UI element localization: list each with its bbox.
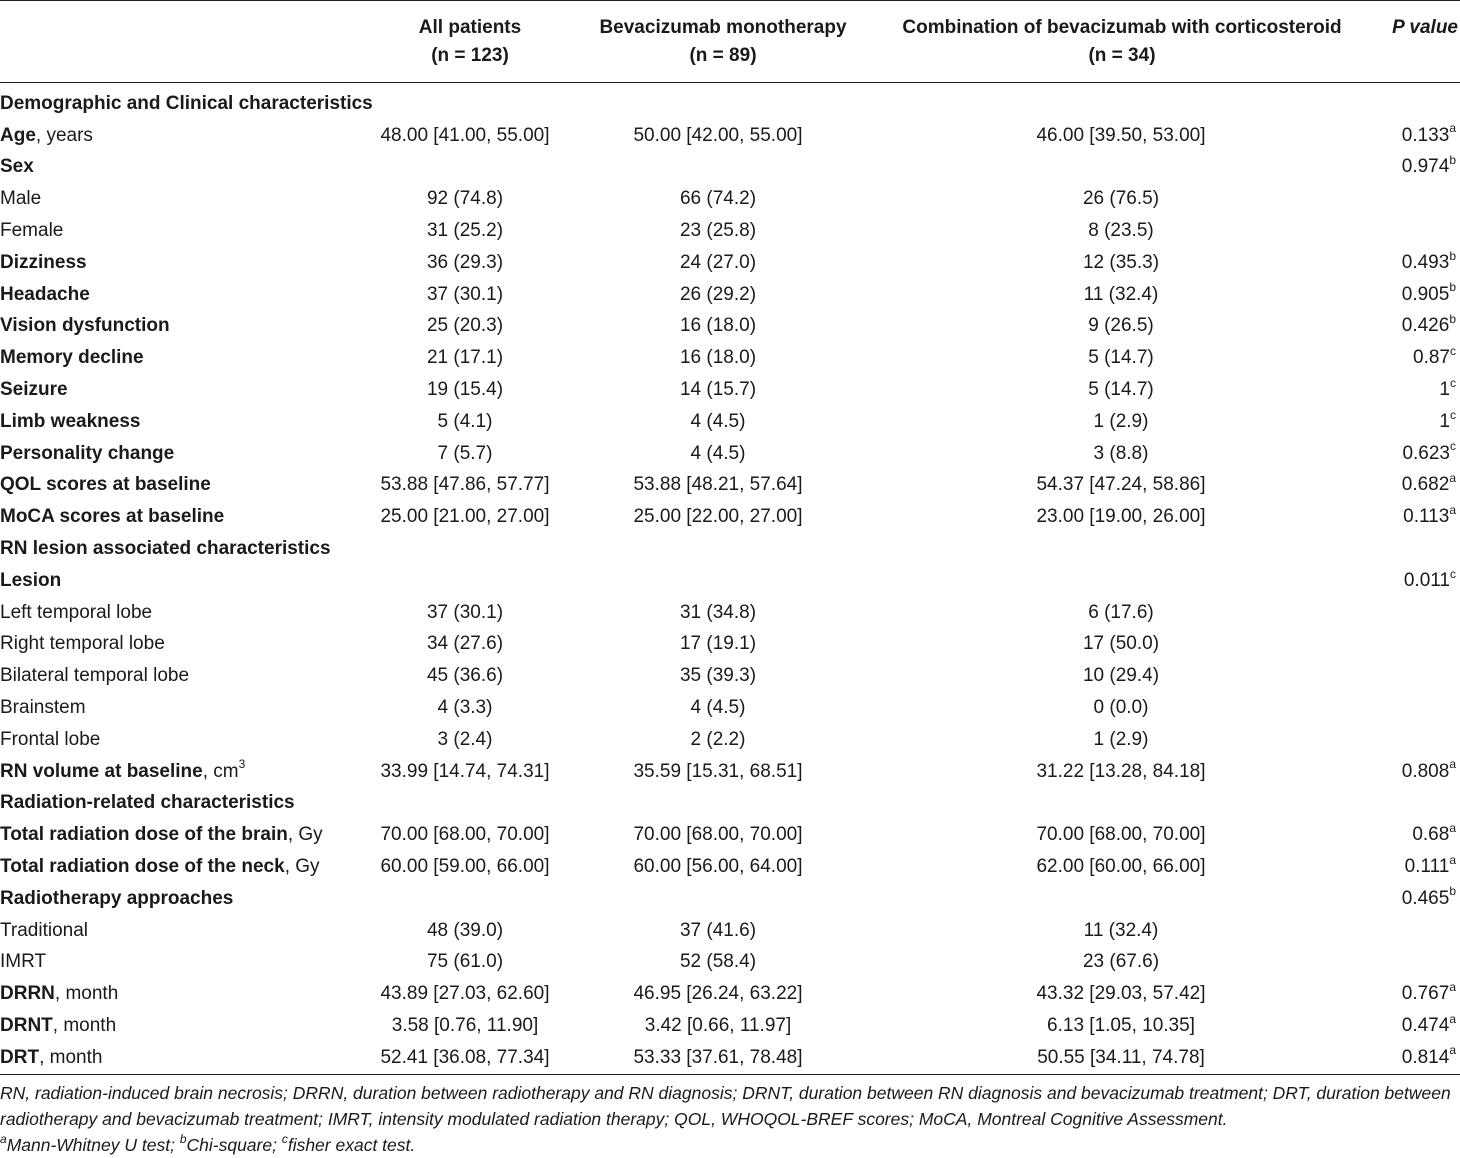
row-label (0, 533, 360, 565)
row-unit: , cm (202, 760, 239, 782)
footnote-test-text: Chi-square; (186, 1135, 282, 1155)
row-label-text: Sex (0, 156, 34, 178)
row-label (0, 629, 360, 661)
cell-p-value (1376, 724, 1460, 756)
cell-all-patients: 7 (5.7) (437, 442, 493, 464)
cell-monotherapy: 31 (34.8) (679, 601, 757, 623)
cell-monotherapy: 53.33 [37.61, 78.48] (633, 1046, 803, 1068)
cell-p-value (1376, 947, 1460, 979)
cell-combination: 3 (8.8) (1093, 442, 1149, 464)
cell-monotherapy (570, 88, 866, 120)
cell-p-value (1376, 883, 1460, 915)
p-value-text: 0.465 (1401, 887, 1450, 909)
cell-all-patients: 37 (30.1) (426, 283, 504, 305)
row-label-text: Personality change (0, 442, 175, 464)
row-unit: , Gy (287, 824, 323, 846)
row-label (0, 311, 360, 343)
p-value-superscript: a (1449, 757, 1456, 772)
cell-p-value (1376, 374, 1460, 406)
cell-combination: 5 (14.7) (1088, 347, 1154, 369)
cell-combination: 62.00 [60.00, 66.00] (1036, 856, 1206, 878)
p-value-text: 1 (1439, 410, 1450, 432)
header-all-patients (340, 14, 600, 70)
row-label (0, 851, 360, 883)
p-value-superscript: a (1449, 979, 1456, 994)
cell-all-patients (360, 883, 570, 915)
row-label-text: Female (0, 220, 64, 242)
footnote-abbreviations: RN, radiation-induced brain necrosis; DRRN, duration between radiotherapy and RN diagnosis; DRNT, duration between RN diagnosis and bevacizumab treatment; DRT, duration between radiotherapy and bevacizumab treatment; IMRT, intensity modulated radiation therapy; QOL, WHOQOL-BREF scores; MoCA, Montreal Cognitive Assessment. (0, 1083, 1451, 1129)
header-combo-n: (n = 34) (1088, 45, 1156, 66)
row-label (0, 883, 360, 915)
cell-all-patients: 48.00 [41.00, 55.00] (380, 124, 550, 146)
header-mono-label: Bevacizumab monotherapy (599, 17, 847, 38)
table-row (0, 756, 1460, 788)
section-row (0, 88, 1460, 120)
cell-p-value (1376, 978, 1460, 1010)
p-value-superscript: b (1449, 248, 1456, 263)
p-value-text: 0.426 (1401, 315, 1450, 337)
cell-all-patients: 52.41 [36.08, 77.34] (380, 1046, 550, 1068)
cell-p-value (1376, 152, 1460, 184)
p-value-superscript: a (1449, 502, 1456, 517)
table-row (0, 438, 1460, 470)
cell-combination: 11 (32.4) (1083, 283, 1159, 305)
cell-monotherapy: 35.59 [15.31, 68.51] (633, 760, 803, 782)
row-label-text: Demographic and Clinical characteristics (0, 92, 373, 114)
row-label (0, 152, 360, 184)
cell-combination: 50.55 [34.11, 74.78] (1037, 1046, 1205, 1068)
cell-monotherapy: 52 (58.4) (679, 951, 757, 973)
cell-p-value (1376, 247, 1460, 279)
p-value-text: 0.68 (1412, 824, 1450, 846)
cell-p-value (1376, 660, 1460, 692)
cell-combination: 6.13 [1.05, 10.35] (1047, 1015, 1195, 1036)
p-value-superscript: c (1450, 375, 1456, 390)
table-row (0, 311, 1460, 343)
footnote-test-text: Mann-Whitney U test; (6, 1135, 180, 1155)
cell-p-value (1376, 88, 1460, 120)
cell-combination: 31.22 [13.28, 84.18] (1036, 760, 1206, 782)
cell-monotherapy: 46.95 [26.24, 63.22] (633, 983, 803, 1005)
p-value-superscript: c (1450, 439, 1456, 454)
p-value-superscript: a (1449, 121, 1456, 136)
cell-monotherapy (570, 883, 866, 915)
row-unit: , Gy (284, 856, 320, 878)
row-label-text: Traditional (0, 919, 89, 941)
p-value-text: 0.682 (1401, 474, 1450, 496)
cell-p-value (1376, 183, 1460, 215)
cell-monotherapy: 60.00 [56.00, 64.00] (633, 856, 803, 878)
cell-combination: 9 (26.5) (1088, 315, 1154, 337)
cell-monotherapy (570, 565, 866, 597)
row-label (0, 88, 373, 120)
header-mono-n: (n = 89) (689, 45, 757, 66)
cell-combination: 46.00 [39.50, 53.00] (1036, 124, 1206, 146)
row-unit: , month (39, 1046, 103, 1068)
cell-all-patients: 43.89 [27.03, 62.60] (380, 983, 550, 1005)
footnote-test-text: fisher exact test. (287, 1135, 416, 1155)
table-row (0, 629, 1460, 661)
cell-monotherapy: 25.00 [22.00, 27.00] (633, 506, 803, 528)
cell-p-value (1376, 342, 1460, 374)
cell-combination: 11 (32.4) (1083, 919, 1159, 941)
cell-all-patients: 5 (4.1) (437, 410, 493, 432)
cell-monotherapy: 4 (4.5) (690, 442, 746, 464)
cell-combination: 1 (2.9) (1093, 728, 1149, 750)
p-value-text: 0.814 (1401, 1046, 1450, 1068)
row-label-text: QOL scores at baseline (0, 474, 211, 496)
cell-p-value (1376, 279, 1460, 311)
cell-all-patients: 60.00 [59.00, 66.00] (380, 856, 550, 878)
row-label-text: Age (0, 124, 36, 146)
cell-monotherapy: 4 (4.5) (690, 697, 746, 719)
cell-p-value (1376, 438, 1460, 470)
p-value-superscript: a (1449, 820, 1456, 835)
footnote-tests (0, 1132, 1458, 1158)
cell-all-patients: 37 (30.1) (426, 601, 504, 623)
cell-combination: 0 (0.0) (1093, 697, 1149, 719)
cell-monotherapy: 37 (41.6) (679, 919, 757, 941)
p-value-text: 0.974 (1401, 156, 1450, 178)
cell-monotherapy: 53.88 [48.21, 57.64] (633, 474, 803, 496)
cell-combination (866, 565, 1376, 597)
cell-combination: 17 (50.0) (1082, 633, 1160, 655)
cell-all-patients (360, 788, 570, 820)
p-value-superscript: a (1449, 471, 1456, 486)
cell-combination: 10 (29.4) (1082, 665, 1160, 687)
cell-p-value (1376, 565, 1460, 597)
cell-p-value (1376, 597, 1460, 629)
row-label (0, 279, 360, 311)
table-row (0, 183, 1460, 215)
row-label (0, 819, 360, 851)
row-label (0, 1042, 360, 1074)
cell-combination: 12 (35.3) (1082, 251, 1160, 273)
p-value-text: 0.905 (1401, 283, 1450, 305)
row-label (0, 215, 360, 247)
table-row (0, 915, 1460, 947)
row-label (0, 501, 360, 533)
cell-all-patients: 75 (61.0) (426, 951, 504, 973)
cell-monotherapy: 17 (19.1) (679, 633, 757, 655)
cell-all-patients: 25 (20.3) (426, 315, 504, 337)
row-label (0, 978, 360, 1010)
cell-monotherapy: 16 (18.0) (679, 347, 757, 369)
cell-all-patients: 34 (27.6) (426, 633, 504, 655)
cell-monotherapy: 2 (2.2) (690, 728, 746, 750)
header-rule (0, 82, 1460, 83)
cell-all-patients (360, 88, 570, 120)
table-footnote (0, 1080, 1458, 1158)
footnote-test-superscript: b (179, 1132, 187, 1147)
cell-p-value (1376, 120, 1460, 152)
row-label (0, 183, 360, 215)
data-table (0, 88, 1460, 1074)
row-label (0, 120, 360, 152)
table-row (0, 406, 1460, 438)
row-label (0, 1010, 360, 1042)
header-p-label: P value (1392, 17, 1458, 38)
header-combination (870, 14, 1374, 70)
cell-p-value (1376, 915, 1460, 947)
cell-all-patients: 92 (74.8) (426, 188, 504, 210)
row-label (0, 660, 360, 692)
p-value-superscript: b (1449, 312, 1456, 327)
table-row (0, 819, 1460, 851)
cell-combination: 70.00 [68.00, 70.00] (1036, 824, 1206, 846)
p-value-superscript: c (1450, 407, 1456, 422)
bottom-rule (0, 1074, 1460, 1075)
row-label-text: DRT (0, 1046, 40, 1068)
header-combo-label: Combination of bevacizumab with corticosteroid (902, 17, 1342, 38)
row-unit: , month (52, 1015, 117, 1036)
cell-combination: 5 (14.7) (1088, 379, 1154, 401)
cell-all-patients: 70.00 [68.00, 70.00] (380, 824, 550, 846)
row-label-text: Seizure (0, 379, 68, 401)
cell-monotherapy: 24 (27.0) (679, 251, 757, 273)
cell-all-patients (360, 152, 570, 184)
table-row (0, 565, 1460, 597)
p-value-superscript: b (1449, 884, 1456, 899)
cell-monotherapy (570, 788, 866, 820)
cell-monotherapy: 66 (74.2) (679, 188, 757, 210)
section-row (0, 788, 1460, 820)
p-value-text: 1 (1439, 379, 1450, 401)
row-label (0, 406, 360, 438)
cell-monotherapy: 70.00 [68.00, 70.00] (633, 824, 803, 846)
cell-combination (866, 533, 1376, 565)
cell-p-value (1376, 692, 1460, 724)
header-all-n: (n = 123) (431, 45, 509, 66)
table-row (0, 374, 1460, 406)
row-label-text: Bilateral temporal lobe (0, 665, 190, 687)
table-row (0, 470, 1460, 502)
row-label-text: Total radiation dose of the neck (0, 856, 285, 878)
row-label (0, 597, 360, 629)
table-row (0, 152, 1460, 184)
table-row (0, 692, 1460, 724)
cell-all-patients: 3.58 [0.76, 11.90] (391, 1015, 539, 1036)
table-body (0, 88, 1460, 1074)
cell-p-value (1376, 501, 1460, 533)
cell-all-patients: 4 (3.3) (437, 697, 493, 719)
table-row (0, 120, 1460, 152)
p-value-text: 0.111 (1404, 856, 1450, 878)
p-value-text: 0.87 (1413, 347, 1450, 369)
cell-monotherapy: 4 (4.5) (690, 410, 746, 432)
row-label (0, 947, 360, 979)
section-row (0, 883, 1460, 915)
cell-combination: 1 (2.9) (1093, 410, 1149, 432)
cell-p-value (1376, 470, 1460, 502)
cell-combination: 6 (17.6) (1088, 601, 1154, 623)
cell-all-patients: 19 (15.4) (426, 379, 504, 401)
p-value-text: 0.767 (1401, 983, 1450, 1005)
cell-combination: 23.00 [19.00, 26.00] (1036, 506, 1206, 528)
p-value-superscript: a (1449, 852, 1456, 867)
cell-combination: 43.32 [29.03, 57.42] (1036, 983, 1206, 1005)
cell-monotherapy: 23 (25.8) (679, 220, 757, 242)
cell-all-patients: 45 (36.6) (426, 665, 504, 687)
cell-p-value (1376, 533, 1460, 565)
row-label-text: IMRT (0, 951, 47, 973)
table-row (0, 247, 1460, 279)
table-row (0, 279, 1460, 311)
p-value-superscript: c (1450, 566, 1456, 581)
cell-p-value (1376, 406, 1460, 438)
table-row (0, 215, 1460, 247)
table-row (0, 724, 1460, 756)
header-monotherapy (583, 14, 863, 70)
cell-all-patients: 25.00 [21.00, 27.00] (380, 506, 550, 528)
table-row (0, 660, 1460, 692)
p-value-text: 0.474 (1401, 1015, 1450, 1036)
cell-all-patients: 3 (2.4) (437, 728, 493, 750)
table-row (0, 1010, 1460, 1042)
row-label (0, 692, 360, 724)
row-label (0, 374, 360, 406)
table-row (0, 851, 1460, 883)
cell-monotherapy: 3.42 [0.66, 11.97] (644, 1015, 792, 1036)
row-label-text: Male (0, 188, 42, 210)
table-row (0, 597, 1460, 629)
row-label-text: MoCA scores at baseline (0, 506, 225, 528)
cell-combination: 26 (76.5) (1082, 188, 1160, 210)
cell-combination (866, 788, 1376, 820)
row-label-text: Total radiation dose of the brain (0, 824, 288, 846)
top-rule (0, 0, 1460, 1)
cell-p-value (1376, 1042, 1460, 1074)
row-label-text: Frontal lobe (0, 728, 101, 750)
cell-all-patients: 36 (29.3) (426, 251, 504, 273)
row-label (0, 724, 360, 756)
cell-combination: 23 (67.6) (1082, 951, 1160, 973)
row-label-text: Limb weakness (0, 410, 141, 432)
row-label-text: Radiotherapy approaches (0, 887, 234, 909)
cell-combination: 8 (23.5) (1088, 220, 1154, 242)
cell-all-patients: 53.88 [47.86, 57.77] (380, 474, 550, 496)
p-value-text: 0.623 (1402, 442, 1450, 464)
row-label (0, 788, 360, 820)
cell-p-value (1376, 851, 1460, 883)
cell-combination (866, 88, 1376, 120)
row-label-text: Dizziness (0, 251, 87, 273)
p-value-text: 0.113 (1403, 506, 1450, 528)
table-row (0, 947, 1460, 979)
cell-monotherapy: 50.00 [42.00, 55.00] (633, 124, 803, 146)
cell-p-value (1376, 629, 1460, 661)
p-value-text: 0.808 (1401, 760, 1450, 782)
row-unit: , month (54, 983, 119, 1005)
row-label (0, 342, 360, 374)
cell-combination (866, 152, 1376, 184)
footnote-test-superscript: c (281, 1132, 288, 1147)
cell-all-patients (360, 565, 570, 597)
table-row (0, 342, 1460, 374)
p-value-text: 0.011 (1403, 569, 1450, 591)
cell-combination (866, 883, 1376, 915)
row-label-text: RN volume at baseline (0, 760, 203, 782)
row-label-text: Right temporal lobe (0, 633, 165, 655)
cell-monotherapy: 14 (15.7) (679, 379, 757, 401)
row-label-text: Brainstem (0, 697, 86, 719)
table-row (0, 1042, 1460, 1074)
row-label (0, 438, 360, 470)
p-value-text: 0.493 (1401, 251, 1450, 273)
cell-monotherapy (570, 533, 866, 565)
cell-all-patients: 33.99 [14.74, 74.31] (380, 760, 550, 782)
row-label (0, 756, 360, 788)
header-p-value (1370, 14, 1458, 42)
row-label-text: Lesion (0, 569, 62, 591)
p-value-superscript: a (1449, 1011, 1456, 1026)
row-label-text: Radiation-related characteristics (0, 792, 295, 814)
row-label (0, 247, 360, 279)
cell-p-value (1376, 788, 1460, 820)
row-label-text: RN lesion associated characteristics (0, 538, 331, 560)
row-unit-superscript: 3 (238, 757, 246, 772)
cell-p-value (1376, 311, 1460, 343)
cell-monotherapy: 35 (39.3) (679, 665, 757, 687)
row-label (0, 565, 360, 597)
cell-p-value (1376, 215, 1460, 247)
table-row (0, 501, 1460, 533)
cell-combination: 54.37 [47.24, 58.86] (1036, 474, 1206, 496)
footnote-test-superscript: a (0, 1132, 7, 1147)
row-label-text: DRNT (0, 1015, 53, 1036)
cell-all-patients: 31 (25.2) (426, 220, 504, 242)
row-label-text: Headache (0, 283, 90, 305)
cell-all-patients: 48 (39.0) (426, 919, 504, 941)
cell-monotherapy (570, 152, 866, 184)
p-value-superscript: a (1449, 1043, 1456, 1058)
header-all-label: All patients (418, 17, 522, 38)
row-label-text: Vision dysfunction (0, 315, 170, 337)
cell-p-value (1376, 756, 1460, 788)
row-label (0, 470, 360, 502)
cell-all-patients (360, 533, 570, 565)
cell-monotherapy: 16 (18.0) (679, 315, 757, 337)
row-unit: , years (35, 124, 93, 146)
p-value-superscript: b (1449, 153, 1456, 168)
p-value-superscript: b (1449, 280, 1456, 295)
row-label-text: DRRN (0, 983, 55, 1005)
cell-p-value (1376, 819, 1460, 851)
row-label (0, 915, 360, 947)
row-label-text: Left temporal lobe (0, 601, 153, 623)
p-value-text: 0.133 (1401, 124, 1450, 146)
table-row (0, 978, 1460, 1010)
section-row (0, 533, 1460, 565)
row-label-text: Memory decline (0, 347, 144, 369)
cell-p-value (1376, 1010, 1460, 1042)
p-value-superscript: c (1450, 343, 1456, 358)
cell-monotherapy: 26 (29.2) (679, 283, 757, 305)
cell-all-patients: 21 (17.1) (426, 347, 504, 369)
